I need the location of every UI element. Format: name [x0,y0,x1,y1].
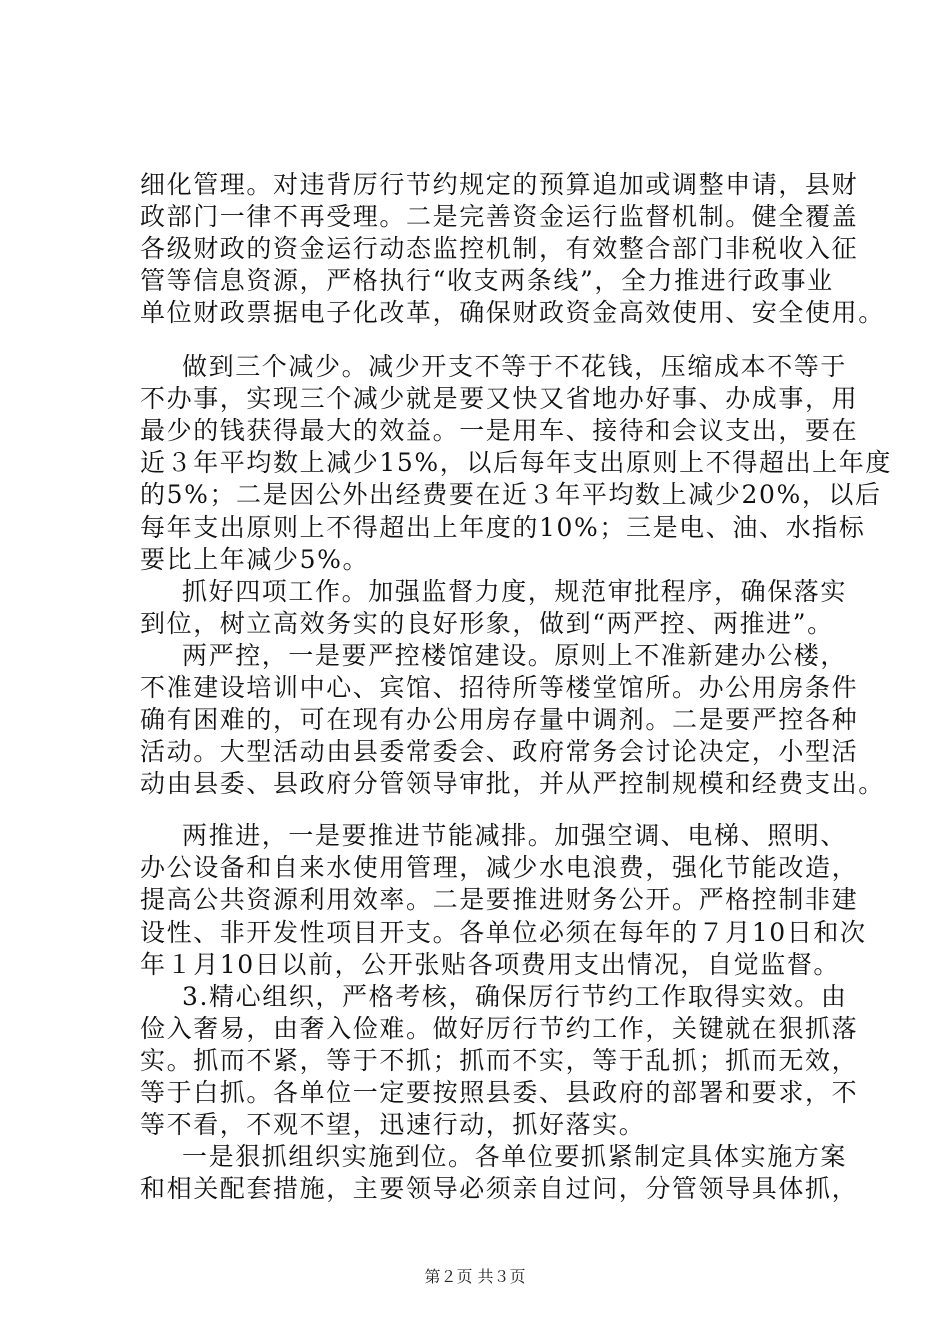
text-line: 和相关配套措施，主要领导必须亲自过问，分管领导具体抓， [140,1174,859,1203]
text-line: 等不看，不观不望，迅速行动，抓好落实。 [140,1110,646,1139]
text-line: 到位，树立高效务实的良好形象，做到“两严控、两推进”。 [140,609,834,638]
paragraph-first-line: 两严控，一是要严控楼馆建设。原则上不准新建办公楼， [182,641,848,670]
text-line: 每年支出原则上不得超出上年度的10%；三是电、油、水指标 [140,513,866,542]
text-line: 等于白抓。各单位一定要按照县委、县政府的部署和要求，不 [140,1078,859,1107]
text-line: 政部门一律不再受理。二是完善资金运行监督机制。健全覆盖 [140,202,859,231]
text-line: 各级财政的资金运行动态监控机制，有效整合部门非税收入征 [140,234,859,263]
text-line: 年１月10日以前，公开张贴各项费用支出情况，自觉监督。 [140,950,841,979]
text-line: 的5%；二是因公外出经费要在近３年平均数上减少20%，以后 [140,480,882,509]
text-line: 不办事，实现三个减少就是要又快又省地办好事、办成事，用 [140,384,859,413]
text-line: 最少的钱获得最大的效益。一是用车、接待和会议支出，要在 [140,416,859,445]
text-line: 要比上年减少5%。 [140,545,370,574]
paragraph-first-line: 两推进，一是要推进节能减排。加强空调、电梯、照明、 [182,821,848,850]
text-line: 提高公共资源利用效率。二是要推进财务公开。严格控制非建 [140,885,859,914]
text-line: 俭入奢易，由奢入俭难。做好厉行节约工作，关键就在狠抓落 [140,1014,859,1043]
text-line: 设性、非开发性项目开支。各单位必须在每年的７月10日和次 [140,918,867,947]
text-line: 活动。大型活动由县委常委会、政府常务会讨论决定，小型活 [140,737,859,766]
text-line: 细化管理。对违背厉行节约规定的预算追加或调整申请，县财 [140,170,859,199]
text-line: 管等信息资源，严格执行“收支两条线”，全力推进行政事业 [140,266,834,295]
text-line: 近３年平均数上减少15%，以后每年支出原则上不得超出上年度 [140,448,892,477]
text-line: 单位财政票据电子化改革，确保财政资金高效使用、安全使用。 [140,298,885,327]
page-number-footer: 第２页 共３页 [424,1267,526,1286]
paragraph-first-line: 做到三个减少。减少开支不等于不花钱，压缩成本不等于 [182,352,848,381]
text-line: 实。抓而不紧，等于不抓；抓而不实，等于乱抓；抓而无效， [140,1046,859,1075]
paragraph-first-line: 抓好四项工作。加强监督力度，规范审批程序，确保落实 [182,577,848,606]
paragraph-first-line: 3.精心组织，严格考核，确保厉行节约工作取得实效。由 [182,982,848,1011]
text-line: 确有困难的，可在现有办公用房存量中调剂。二是要严控各种 [140,705,859,734]
text-line: 办公设备和自来水使用管理，减少水电浪费，强化节能改造， [140,853,859,882]
text-line: 不准建设培训中心、宾馆、招待所等楼堂馆所。办公用房条件 [140,673,859,702]
paragraph-first-line: 一是狠抓组织实施到位。各单位要抓紧制定具体实施方案 [182,1142,848,1171]
text-line: 动由县委、县政府分管领导审批，并从严控制规模和经费支出。 [140,769,885,798]
